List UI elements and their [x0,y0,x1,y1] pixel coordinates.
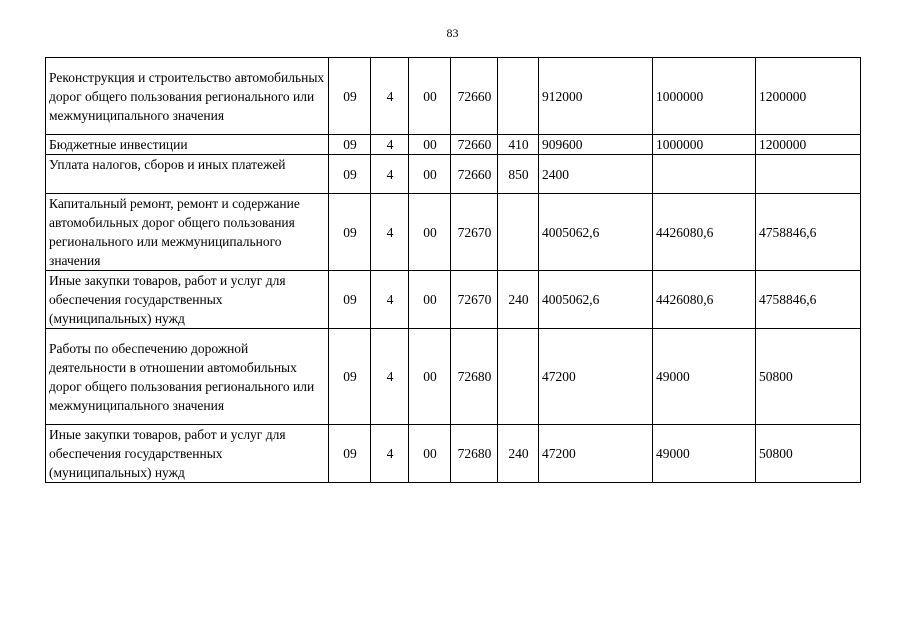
table-row [46,135,861,155]
budget-table [45,57,861,483]
amount-year-1: 912000 [539,58,653,135]
subprogram-code: 00 [409,155,451,194]
expense-type-code [498,194,539,271]
amount-year-3: 50800 [756,329,861,425]
amount-year-1: 909600 [539,135,653,155]
program-code: 4 [371,271,409,329]
program-code: 4 [371,135,409,155]
row-name: Уплата налогов, сборов и иных платежей [46,155,329,194]
amount-year-3 [756,155,861,194]
amount-year-2: 49000 [653,425,756,483]
amount-year-3: 50800 [756,425,861,483]
row-name: Капитальный ремонт, ремонт и содержание автомобильных дорог общего пользования регионального или межмуниципального значения [46,194,329,271]
amount-year-1: 47200 [539,425,653,483]
amount-year-3: 1200000 [756,58,861,135]
row-name: Реконструкция и строительство автомобильных дорог общего пользования регионального или межмуниципального значения [46,58,329,135]
table-row [46,194,861,271]
amount-year-1: 2400 [539,155,653,194]
page-number: 83 [446,26,459,40]
program-code: 4 [371,58,409,135]
section-code: 09 [329,194,371,271]
expense-type-code: 240 [498,271,539,329]
direction-code: 72670 [451,271,498,329]
section-code: 09 [329,58,371,135]
table-row [46,58,861,135]
direction-code: 72660 [451,58,498,135]
program-code: 4 [371,155,409,194]
section-code: 09 [329,271,371,329]
amount-year-1: 4005062,6 [539,271,653,329]
section-code: 09 [329,329,371,425]
amount-year-1: 47200 [539,329,653,425]
amount-year-1: 4005062,6 [539,194,653,271]
expense-type-code: 410 [498,135,539,155]
expense-type-code [498,329,539,425]
row-name: Иные закупки товаров, работ и услуг для обеспечения государственных (муниципальных) нужд [46,271,329,329]
section-code: 09 [329,135,371,155]
direction-code: 72660 [451,135,498,155]
program-code: 4 [371,425,409,483]
program-code: 4 [371,329,409,425]
subprogram-code: 00 [409,329,451,425]
table-row [46,329,861,425]
row-name: Бюджетные инвестиции [46,135,329,155]
direction-code: 72670 [451,194,498,271]
amount-year-2: 49000 [653,329,756,425]
direction-code: 72680 [451,329,498,425]
subprogram-code: 00 [409,271,451,329]
subprogram-code: 00 [409,425,451,483]
row-name: Иные закупки товаров, работ и услуг для обеспечения государственных (муниципальных) нужд [46,425,329,483]
table-row [46,425,861,483]
amount-year-2: 4426080,6 [653,194,756,271]
row-name: Работы по обеспечению дорожной деятельности в отношении автомобильных дорог общего пользования регионального или межмуниципального значения [46,329,329,425]
amount-year-2 [653,155,756,194]
amount-year-3: 4758846,6 [756,194,861,271]
expense-type-code: 240 [498,425,539,483]
table-row [46,155,861,194]
section-code: 09 [329,155,371,194]
expense-type-code: 850 [498,155,539,194]
amount-year-2: 4426080,6 [653,271,756,329]
program-code: 4 [371,194,409,271]
subprogram-code: 00 [409,194,451,271]
section-code: 09 [329,425,371,483]
subprogram-code: 00 [409,135,451,155]
amount-year-2: 1000000 [653,135,756,155]
expense-type-code [498,58,539,135]
amount-year-3: 4758846,6 [756,271,861,329]
subprogram-code: 00 [409,58,451,135]
amount-year-3: 1200000 [756,135,861,155]
direction-code: 72660 [451,155,498,194]
amount-year-2: 1000000 [653,58,756,135]
direction-code: 72680 [451,425,498,483]
table-row [46,271,861,329]
